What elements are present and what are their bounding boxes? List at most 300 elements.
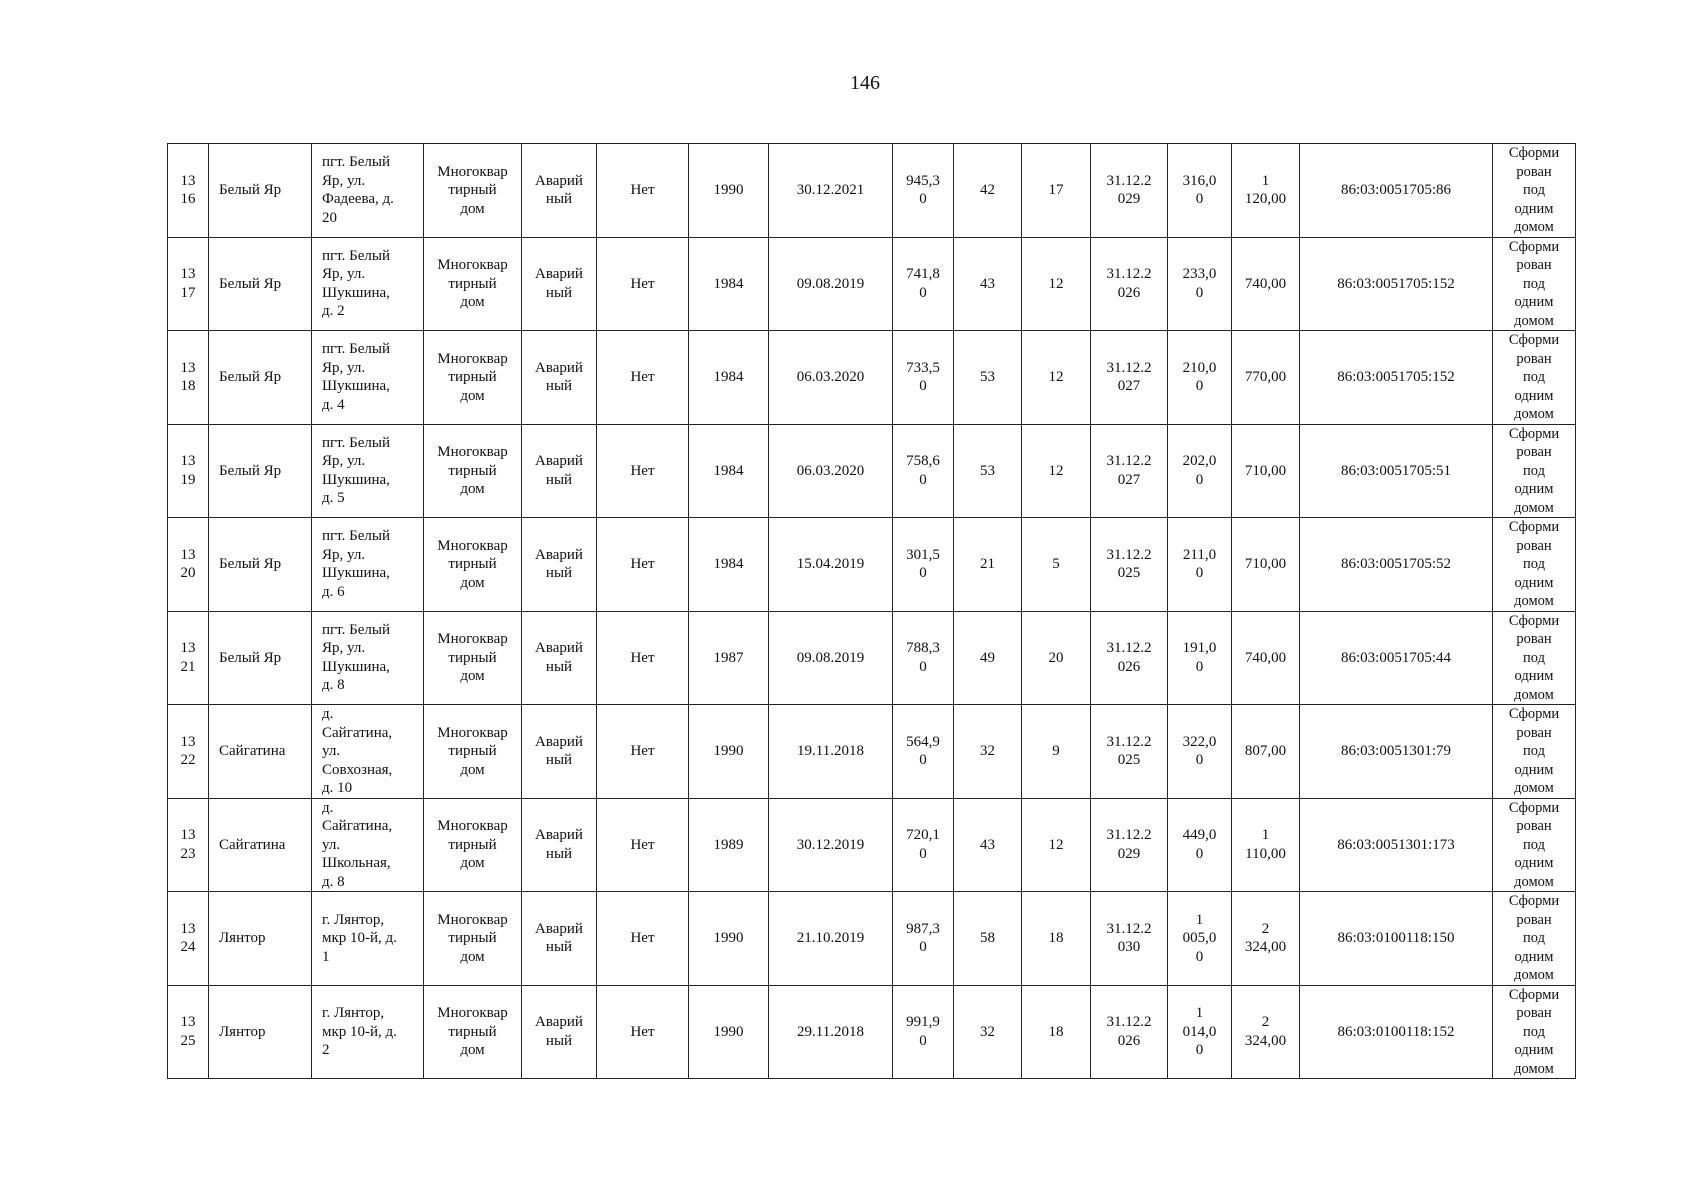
cell-line: ный	[545, 191, 573, 208]
cell-line: 0	[1195, 284, 1204, 301]
area-cell	[893, 985, 954, 1079]
settlement-cell: Белый Яр	[209, 518, 312, 612]
cadastre-cell: 86:03:0051705:44	[1300, 611, 1493, 705]
cell-line: 324,00	[1244, 939, 1287, 956]
deadline-cell	[1091, 424, 1168, 518]
cell-line: Шукшина,	[322, 378, 390, 395]
count-2-cell: 18	[1022, 892, 1091, 986]
cell-line: Многоквар	[437, 911, 508, 928]
cell-line: домом	[1514, 1060, 1554, 1077]
cell-line: домом	[1514, 593, 1554, 609]
settlement-cell: Сайгатина	[209, 705, 312, 799]
cell-line: Аварий	[535, 359, 583, 376]
cell-line: д. 6	[322, 583, 345, 600]
cell-line: 1	[1261, 172, 1270, 189]
date-cell: 06.03.2020	[769, 331, 893, 425]
cell-line: 027	[1117, 471, 1141, 488]
cell-line: Сформи	[1508, 425, 1560, 442]
table-row	[168, 705, 1576, 799]
cell-line: одним	[1514, 294, 1554, 310]
cell-line: тирный	[448, 369, 497, 385]
cell-line: Сформи	[1508, 706, 1560, 722]
deadline-cell	[1091, 237, 1168, 331]
cell-line: г. Лянтор,	[322, 1005, 385, 1021]
cell-line: 733,5	[906, 359, 940, 376]
cell-line: 0	[1195, 378, 1204, 395]
cell-line: одним	[1514, 855, 1554, 871]
address-cell	[312, 798, 424, 892]
cell-line: 31.12.2	[1106, 266, 1152, 283]
cell-line: 20	[322, 209, 337, 226]
row-number-cell	[168, 892, 209, 986]
condition-cell	[522, 424, 597, 518]
cadastre-cell: 86:03:0051705:152	[1300, 331, 1493, 425]
condition-cell	[522, 144, 597, 238]
cell-line: 1	[1195, 1005, 1204, 1021]
cell-line: 0	[919, 658, 927, 675]
cell-line: 758,6	[906, 453, 940, 470]
cell-line: Яр, ул.	[322, 266, 366, 283]
cell-line: Многоквар	[437, 444, 508, 460]
cell-line: д. 5	[322, 490, 345, 507]
cell-line: 13	[180, 920, 196, 937]
table-row	[168, 331, 1576, 425]
date-cell: 19.11.2018	[769, 705, 893, 799]
building-type-cell	[424, 705, 522, 799]
note-cell	[1493, 424, 1576, 518]
cell-line: под	[1523, 836, 1545, 853]
cell-line: рован	[1516, 631, 1552, 647]
cell-line: Шукшина,	[322, 471, 390, 488]
cell-line: 31.12.2	[1106, 453, 1152, 470]
cell-line: Сформи	[1508, 145, 1560, 161]
cell-line: тирный	[448, 649, 497, 666]
cell-line: 025	[1117, 565, 1141, 582]
date-cell: 21.10.2019	[769, 892, 893, 986]
cell-line: 0	[919, 471, 927, 488]
condition-cell	[522, 705, 597, 799]
cell-line: домом	[1514, 873, 1554, 890]
cell-line: Аварий	[535, 266, 583, 283]
cell-line: одним	[1514, 948, 1554, 965]
cell-line: дом	[460, 948, 485, 965]
cell-line: дом	[460, 481, 485, 497]
cell-line: под	[1523, 462, 1545, 479]
count-1-cell: 42	[954, 144, 1022, 238]
cell-line: 191,0	[1182, 640, 1217, 657]
settlement-cell: Лянтор	[209, 892, 312, 986]
flag-cell: Нет	[597, 705, 689, 799]
cell-line: мкр 10-й, д.	[322, 930, 397, 946]
deadline-cell	[1091, 985, 1168, 1079]
cell-line: 0	[919, 378, 927, 395]
cell-line: 026	[1117, 1032, 1141, 1049]
table-row	[168, 892, 1576, 986]
address-cell	[312, 705, 424, 799]
row-number-cell	[168, 144, 209, 238]
cadastre-cell: 86:03:0051705:86	[1300, 144, 1493, 238]
flag-cell: Нет	[597, 985, 689, 1079]
cell-line: 005,0	[1182, 930, 1217, 946]
address-cell	[312, 237, 424, 331]
cell-line: пгт. Белый	[322, 247, 390, 264]
cell-line: 987,3	[906, 920, 940, 937]
count-1-cell: 49	[954, 611, 1022, 705]
cell-line: домом	[1514, 406, 1554, 422]
cell-line: под	[1523, 182, 1545, 198]
deadline-cell	[1091, 705, 1168, 799]
count-2-cell: 9	[1022, 705, 1091, 799]
cell-line: домом	[1514, 312, 1554, 329]
cell-line: дом	[460, 1042, 485, 1058]
building-type-cell	[424, 144, 522, 238]
cell-line: рован	[1516, 350, 1552, 367]
cell-line: Школьная,	[322, 855, 391, 871]
cell-line: д.	[322, 706, 334, 722]
cell-line: ный	[545, 471, 573, 488]
area-2-cell	[1168, 705, 1232, 799]
year-cell: 1990	[689, 705, 769, 799]
cell-line: ный	[545, 658, 573, 675]
table-row	[168, 611, 1576, 705]
area-cell	[893, 798, 954, 892]
amount-cell	[1232, 705, 1300, 799]
cell-line: Многоквар	[437, 818, 508, 834]
cell-line: Многоквар	[437, 631, 508, 647]
area-cell	[893, 518, 954, 612]
address-cell	[312, 331, 424, 425]
cell-line: 991,9	[906, 1014, 940, 1031]
cadastre-cell: 86:03:0051301:173	[1300, 798, 1493, 892]
count-1-cell: 21	[954, 518, 1022, 612]
cell-line: д. 10	[322, 780, 353, 796]
deadline-cell	[1091, 611, 1168, 705]
cell-line: 322,0	[1182, 733, 1217, 750]
address-cell	[312, 424, 424, 518]
cell-line: 13	[180, 359, 196, 376]
cell-line: 0	[1195, 845, 1204, 862]
building-type-cell	[424, 611, 522, 705]
row-number-cell	[168, 331, 209, 425]
deadline-cell	[1091, 892, 1168, 986]
cell-line: пгт. Белый	[322, 434, 390, 451]
page-number: 146	[850, 72, 880, 94]
cell-line: под	[1523, 369, 1545, 385]
cell-line: 0	[919, 752, 927, 769]
building-type-cell	[424, 798, 522, 892]
year-cell: 1984	[689, 331, 769, 425]
cadastre-cell: 86:03:0100118:152	[1300, 985, 1493, 1079]
year-cell: 1990	[689, 985, 769, 1079]
cell-line: 014,0	[1182, 1023, 1217, 1040]
cell-line: Сформи	[1508, 893, 1560, 909]
count-2-cell: 5	[1022, 518, 1091, 612]
cell-line: 17	[180, 284, 196, 301]
cell-line: 0	[919, 845, 927, 862]
cell-line: Аварий	[535, 546, 583, 563]
cell-line: тирный	[448, 275, 497, 292]
amount-cell	[1232, 798, 1300, 892]
count-1-cell: 43	[954, 798, 1022, 892]
flag-cell: Нет	[597, 611, 689, 705]
table-body	[168, 144, 1576, 1079]
cell-line: 720,1	[906, 827, 940, 844]
cell-line: домом	[1514, 499, 1554, 516]
count-2-cell: 12	[1022, 424, 1091, 518]
cell-line: 0	[919, 284, 927, 301]
address-cell	[312, 985, 424, 1079]
cell-line: Сформи	[1508, 612, 1560, 629]
cell-line: д. 8	[322, 677, 345, 694]
cell-line: пгт. Белый	[322, 341, 390, 358]
date-cell: 30.12.2019	[769, 798, 893, 892]
cell-line: 31.12.2	[1106, 546, 1152, 563]
cell-line: 0	[1195, 658, 1204, 675]
building-type-cell	[424, 237, 522, 331]
cell-line: 22	[180, 752, 196, 769]
condition-cell	[522, 331, 597, 425]
area-2-cell	[1168, 985, 1232, 1079]
cell-line: 13	[180, 1014, 196, 1031]
cadastre-cell: 86:03:0051705:52	[1300, 518, 1493, 612]
cell-line: дом	[460, 668, 485, 684]
cell-line: 316,0	[1182, 172, 1217, 189]
cell-line: 029	[1117, 191, 1141, 208]
cell-line: ный	[545, 845, 573, 862]
housing-register-table	[167, 143, 1576, 1079]
cell-line: 110,00	[1245, 845, 1286, 862]
cell-line: ул.	[322, 836, 341, 853]
row-number-cell	[168, 985, 209, 1079]
settlement-cell: Белый Яр	[209, 144, 312, 238]
date-cell: 15.04.2019	[769, 518, 893, 612]
cell-line: под	[1523, 275, 1545, 292]
cell-line: ный	[545, 1032, 573, 1049]
cell-line: рован	[1516, 444, 1552, 460]
deadline-cell	[1091, 518, 1168, 612]
row-number-cell	[168, 798, 209, 892]
row-number-cell	[168, 424, 209, 518]
cell-line: 211,0	[1182, 546, 1217, 563]
cell-line: Сайгатина,	[322, 818, 393, 834]
cell-line: д. 4	[322, 396, 345, 413]
cell-line: 770,00	[1244, 369, 1287, 385]
cell-line: 710,00	[1244, 462, 1287, 479]
cell-line: Яр, ул.	[322, 359, 366, 376]
table-row	[168, 985, 1576, 1079]
cell-line: 1	[1261, 827, 1270, 844]
row-number-cell	[168, 705, 209, 799]
cell-line: рован	[1516, 724, 1552, 741]
condition-cell	[522, 892, 597, 986]
note-cell	[1493, 518, 1576, 612]
count-2-cell: 20	[1022, 611, 1091, 705]
cell-line: 16	[180, 191, 196, 208]
count-2-cell: 18	[1022, 985, 1091, 1079]
cell-line: пгт. Белый	[322, 528, 390, 545]
cell-line: 31.12.2	[1106, 640, 1152, 657]
cell-line: 233,0	[1182, 266, 1217, 283]
cell-line: одним	[1514, 574, 1554, 591]
row-number-cell	[168, 518, 209, 612]
area-cell	[893, 611, 954, 705]
count-1-cell: 53	[954, 424, 1022, 518]
cadastre-cell: 86:03:0051301:79	[1300, 705, 1493, 799]
cell-line: дом	[460, 855, 485, 871]
cell-line: тирный	[448, 930, 497, 946]
condition-cell	[522, 798, 597, 892]
cell-line: под	[1523, 556, 1545, 572]
cell-line: 807,00	[1244, 743, 1287, 759]
cell-line: 1	[322, 948, 330, 965]
cell-line: 0	[1195, 471, 1204, 488]
cell-line: 13	[180, 453, 196, 470]
cell-line: 31.12.2	[1106, 359, 1152, 376]
cell-line: 0	[1195, 565, 1204, 582]
cadastre-cell: 86:03:0051705:51	[1300, 424, 1493, 518]
cell-line: 2	[322, 1042, 330, 1058]
count-2-cell: 12	[1022, 331, 1091, 425]
cell-line: ный	[545, 939, 573, 956]
table-row	[168, 144, 1576, 238]
row-number-cell	[168, 237, 209, 331]
cell-line: 0	[1195, 948, 1204, 965]
cell-line: рован	[1516, 163, 1552, 180]
cell-line: Аварий	[535, 1014, 583, 1031]
cell-line: Сформи	[1508, 238, 1560, 255]
cell-line: Аварий	[535, 172, 583, 189]
cell-line: 13	[180, 827, 196, 844]
settlement-cell: Белый Яр	[209, 331, 312, 425]
flag-cell: Нет	[597, 331, 689, 425]
cell-line: 31.12.2	[1106, 172, 1152, 189]
cell-line: 13	[180, 733, 196, 750]
building-type-cell	[424, 331, 522, 425]
cell-line: тирный	[448, 182, 497, 198]
count-1-cell: 32	[954, 705, 1022, 799]
year-cell: 1990	[689, 144, 769, 238]
cell-line: тирный	[448, 1023, 497, 1040]
amount-cell	[1232, 611, 1300, 705]
cell-line: Аварий	[535, 453, 583, 470]
cell-line: 030	[1117, 939, 1141, 956]
cell-line: 31.12.2	[1106, 827, 1152, 844]
deadline-cell	[1091, 331, 1168, 425]
note-cell	[1493, 798, 1576, 892]
amount-cell	[1232, 985, 1300, 1079]
cell-line: домом	[1514, 967, 1554, 983]
cell-line: 13	[180, 266, 196, 283]
note-cell	[1493, 331, 1576, 425]
cell-line: 20	[180, 565, 196, 582]
cell-line: 026	[1117, 658, 1141, 675]
cell-line: Аварий	[535, 733, 583, 750]
cell-line: 025	[1117, 752, 1141, 769]
cell-line: Многоквар	[437, 537, 508, 554]
area-cell	[893, 144, 954, 238]
area-2-cell	[1168, 144, 1232, 238]
cell-line: 18	[180, 378, 196, 395]
cell-line: Сформи	[1508, 519, 1560, 535]
cell-line: Многоквар	[437, 163, 508, 180]
cell-line: 0	[919, 1032, 927, 1049]
note-cell	[1493, 705, 1576, 799]
count-2-cell: 12	[1022, 237, 1091, 331]
cell-line: 740,00	[1244, 275, 1287, 292]
year-cell: 1990	[689, 892, 769, 986]
table-row	[168, 518, 1576, 612]
cell-line: Яр, ул.	[322, 640, 366, 657]
note-cell	[1493, 985, 1576, 1079]
note-cell	[1493, 144, 1576, 238]
cell-line: 120,00	[1244, 191, 1287, 208]
cell-line: 13	[180, 640, 196, 657]
cell-line: 564,9	[906, 733, 940, 750]
cell-line: Яр, ул.	[322, 172, 366, 189]
cell-line: под	[1523, 1023, 1545, 1040]
deadline-cell	[1091, 798, 1168, 892]
cell-line: 0	[919, 939, 927, 956]
amount-cell	[1232, 331, 1300, 425]
cell-line: Шукшина,	[322, 565, 390, 582]
cell-line: ный	[545, 284, 573, 301]
cell-line: одним	[1514, 387, 1554, 404]
cell-line: Сайгатина,	[322, 724, 393, 741]
amount-cell	[1232, 237, 1300, 331]
cell-line: пгт. Белый	[322, 154, 390, 171]
address-cell	[312, 611, 424, 705]
amount-cell	[1232, 424, 1300, 518]
table-row	[168, 424, 1576, 518]
row-number-cell	[168, 611, 209, 705]
cell-line: домом	[1514, 780, 1554, 796]
date-cell: 06.03.2020	[769, 424, 893, 518]
cell-line: 1	[1195, 911, 1204, 928]
cell-line: 0	[1195, 1042, 1204, 1058]
cell-line: Шукшина,	[322, 284, 390, 301]
cell-line: рован	[1516, 1005, 1552, 1021]
address-cell	[312, 144, 424, 238]
area-2-cell	[1168, 798, 1232, 892]
cell-line: 31.12.2	[1106, 1014, 1152, 1031]
cell-line: Многоквар	[437, 1005, 508, 1021]
area-cell	[893, 424, 954, 518]
settlement-cell: Белый Яр	[209, 611, 312, 705]
cell-line: одним	[1514, 200, 1554, 217]
settlement-cell: Лянтор	[209, 985, 312, 1079]
cell-line: под	[1523, 743, 1545, 759]
cell-line: одним	[1514, 481, 1554, 497]
cell-line: 0	[1195, 191, 1204, 208]
area-2-cell	[1168, 518, 1232, 612]
cell-line: 0	[919, 191, 927, 208]
cell-line: домом	[1514, 686, 1554, 703]
date-cell: 09.08.2019	[769, 611, 893, 705]
cell-line: ул.	[322, 743, 341, 759]
cell-line: мкр 10-й, д.	[322, 1023, 397, 1040]
flag-cell: Нет	[597, 892, 689, 986]
building-type-cell	[424, 518, 522, 612]
count-1-cell: 53	[954, 331, 1022, 425]
cell-line: тирный	[448, 462, 497, 479]
cell-line: дом	[460, 294, 485, 310]
condition-cell	[522, 611, 597, 705]
count-1-cell: 43	[954, 237, 1022, 331]
area-cell	[893, 705, 954, 799]
cell-line: под	[1523, 649, 1545, 666]
settlement-cell: Белый Яр	[209, 424, 312, 518]
cell-line: Аварий	[535, 640, 583, 657]
